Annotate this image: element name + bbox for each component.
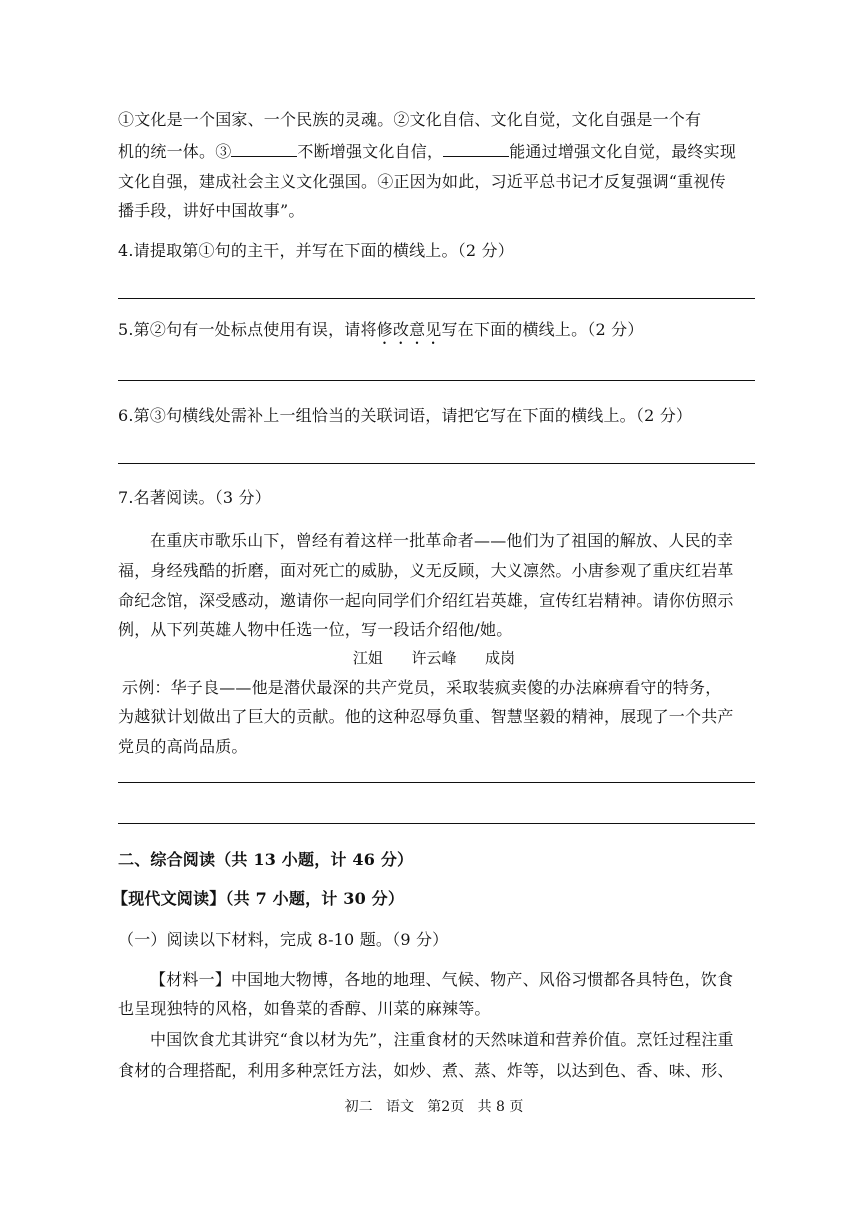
material-line-2: 也呈现独特的风格，如鲁菜的香醇、川菜的麻辣等。 (118, 999, 491, 1018)
question-7-title: 7.名著阅读。（3 分） (118, 488, 271, 507)
q7-text-4: 例，从下列英雄人物中任选一位，写一段话介绍他/她。 (118, 620, 513, 639)
passage-line-3: 文化自强，建成社会主义文化强国。④正因为如此，习近平总书记才反复强调“重视传 (118, 172, 726, 191)
fill-blank-1 (231, 142, 297, 157)
passage-text: 能通过增强文化自觉，最终实现 (509, 142, 737, 161)
passage-line-1: ①文化是一个国家、一个民族的灵魂。②文化自信、文化自觉，文化自强是一个有 (118, 110, 702, 129)
example-line-1: 示例：华子良——他是潜伏最深的共产党员，采取装疯卖傻的办法麻痹看守的特务， (122, 678, 722, 697)
q7-text-2: 福，身经残酷的折磨，面对死亡的威胁，义无反顾，大义凛然。小唐参观了重庆红岩革 (118, 561, 734, 580)
passage-text: 不断增强文化自信， (297, 142, 444, 161)
q7-text-1: 在重庆市歌乐山下，曾经有着这样一批革命者——他们为了祖国的解放、人民的幸 (150, 531, 734, 550)
question-6: 6.第③句横线处需补上一组恰当的关联词语，请把它写在下面的横线上。（2 分） (118, 406, 693, 425)
answer-line-7a (118, 782, 755, 783)
answer-line-7b (118, 823, 755, 824)
emphasis-text: 修改意见 (376, 320, 442, 339)
example-line-2: 为越狱计划做出了巨大的贡献。他的这种忍辱负重、智慧坚毅的精神，展现了一个共产 (118, 707, 734, 726)
question-4: 4.请提取第①句的主干，并写在下面的横线上。（2 分） (118, 241, 514, 260)
passage-line-4: 播手段，讲好中国故事”。 (118, 201, 305, 220)
material-line-1: 【材料一】中国地大物博，各地的地理、气候、物产、风俗习惯都各具特色，饮食 (150, 970, 734, 989)
answer-line-6 (118, 463, 755, 464)
material-line-4: 食材的合理搭配，利用多种烹饪方法，如炒、煮、蒸、炸等，以达到色、香、味、形、 (118, 1061, 734, 1080)
question-text: 5.第②句有一处标点使用有误，请将 (118, 320, 377, 339)
page-footer: 初二 语文 第2页 共 8 页 (344, 1099, 524, 1115)
question-text: 写在下面的横线上。（2 分） (441, 320, 644, 339)
answer-line-5 (118, 380, 755, 381)
example-line-3: 党员的高尚品质。 (118, 737, 248, 756)
part-1-title: （一）阅读以下材料，完成 8-10 题。（9 分） (118, 930, 449, 949)
passage-text: 机的统一体。③ (118, 142, 232, 161)
answer-line-4 (118, 298, 755, 299)
fill-blank-2 (443, 142, 509, 157)
section-2-subtitle: 【现代文阅读】（共 7 小题，计 30 分） (112, 889, 405, 908)
section-2-title: 二、综合阅读（共 13 小题，计 46 分） (118, 850, 414, 869)
question-5 (118, 320, 644, 348)
hero-list: 江姐 许云峰 成岗 (352, 649, 516, 667)
q7-text-3: 命纪念馆，深受感动，邀请你一起向同学们介绍红岩英雄，宣传红岩精神。请你仿照示 (118, 591, 734, 610)
material-line-3: 中国饮食尤其讲究“食以材为先”，注重食材的天然味道和营养价值。烹饪过程注重 (150, 1030, 734, 1049)
passage-line-2 (118, 142, 736, 162)
